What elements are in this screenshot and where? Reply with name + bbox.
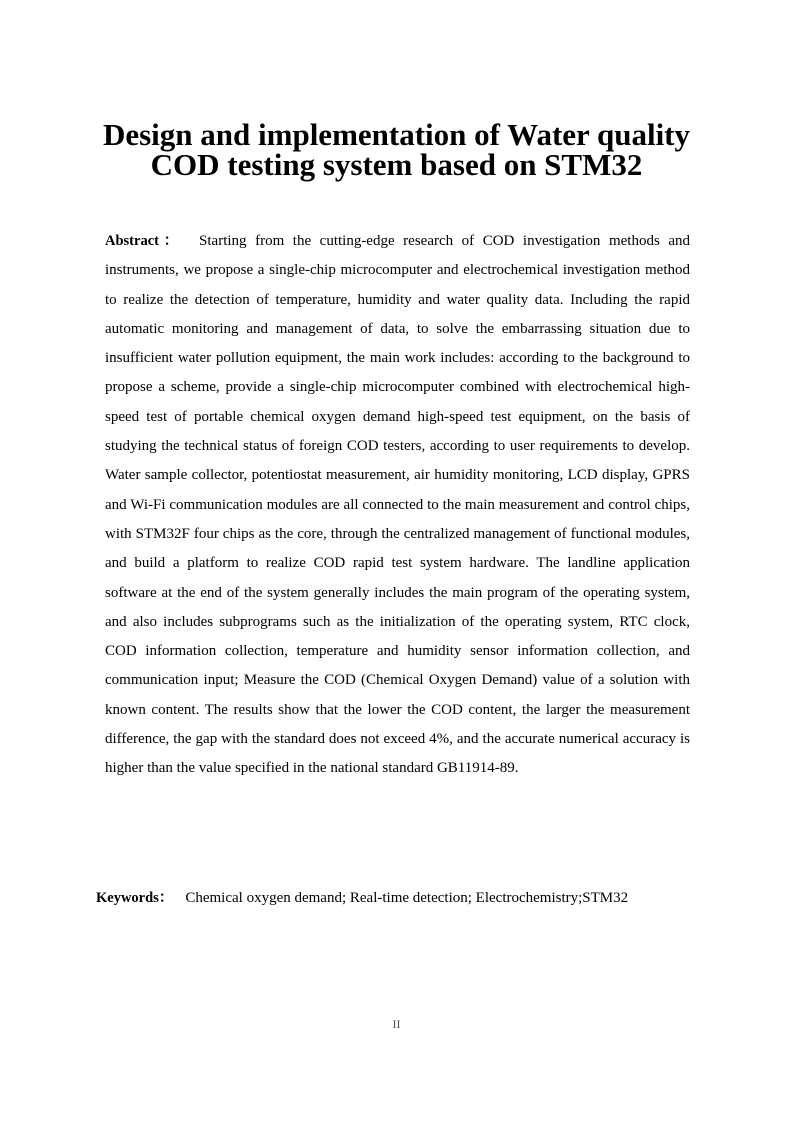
keywords-label: Keywords： <box>96 890 174 906</box>
page-number: II <box>392 1017 401 1031</box>
abstract-paragraph <box>105 227 690 784</box>
keywords-line <box>96 884 716 913</box>
keywords-text: Chemical oxygen demand; Real-time detection; Electrochemistry;STM32 <box>185 890 629 906</box>
abstract-label: Abstract： <box>105 233 184 249</box>
paper-title: Design and implementation of Water quality COD testing system based on STM32 <box>102 117 691 182</box>
abstract-text: Starting from the cutting-edge research of COD investigation methods and instruments, we propose a single-chip microcomputer and electrochemical investigation method to realize the detection of temperature, humidity and water quality data. Including the rapid automatic monitoring and management of data, to solve the embarrassing situation due to insufficient water pollution equipment, the main work includes: according to the background to propose a scheme, provide a single-chip microcomputer combined with electrochemical high-speed test of portable chemical oxygen demand high-speed test equipment, on the basis of studying the technical status of foreign COD testers, according to user requirements to develop. Water sample collector, potentiostat measurement, air humidity monitoring, LCD display, GPRS and Wi-Fi communication modules are all connected to the main measurement and control chips, with STM32F four chips as the core, through the centralized management of functional modules, and build a platform to realize COD rapid test system hardware. The landline application software at the end of the system generally includes the main program of the operating system, and also includes subprograms such as the initialization of the operating system, RTC clock, COD information collection, temperature and humidity sensor information collection, and communication input; Measure the COD (Chemical Oxygen Demand) value of a solution with known content. The results show that the lower the COD content, the larger the measurement difference, the gap with the standard does not exceed 4%, and the accurate numerical accuracy is higher than the value specified in the national standard GB11914-89. <box>105 233 690 777</box>
